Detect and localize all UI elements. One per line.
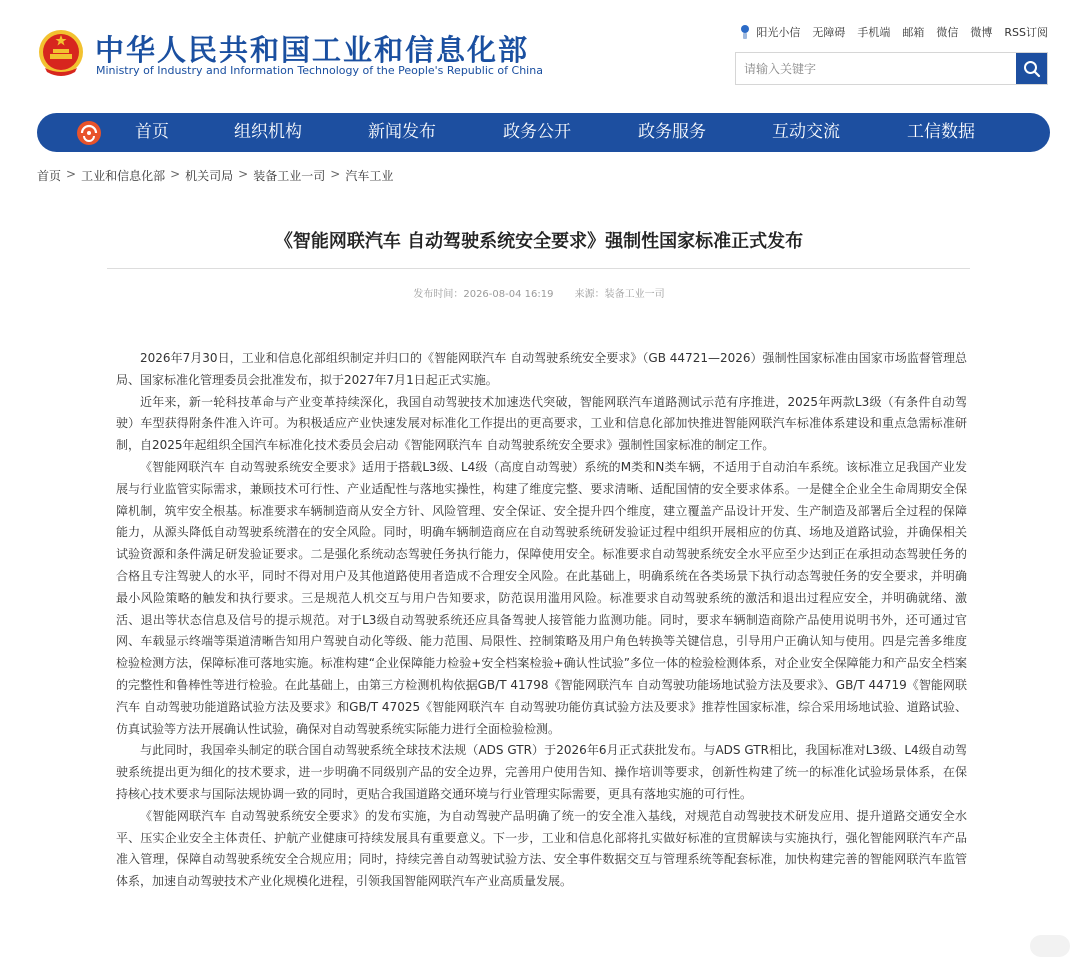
nav-logo-icon	[76, 120, 102, 146]
article-paragraph: 近年来，新一轮科技革命与产业变革持续深化，我国自动驾驶技术加速迭代突破，智能网联汽车道路测试示范有序推进，2025年两款L3级（有条件自动驾驶）车型获得附条件准入许可。为积极适应产业快速发展对标准化工作提出的更高要求，工业和信息化部加快推进智能网联汽车标准体系建设和重点急需标准研制，自2025年起组织全国汽车标准化技术委员会启动《智能网联汽车 自动驾驶系统安全要求》强制性国家标准的制定工作。	[116, 394, 967, 453]
sunshine-icon	[738, 24, 752, 40]
article-meta	[0, 285, 1078, 300]
nav-news[interactable]: 新闻发布	[368, 122, 436, 142]
toplink-mobile[interactable]: 手机端	[857, 26, 891, 39]
site-title[interactable]: 中华人民共和国工业和信息化部	[95, 33, 530, 67]
breadcrumb-separator: >	[330, 167, 341, 181]
breadcrumb-equipment-dept[interactable]: 装备工业一司	[253, 169, 326, 183]
site-header	[0, 0, 1078, 110]
breadcrumb-separator: >	[66, 167, 77, 181]
national-emblem-icon	[37, 28, 85, 78]
breadcrumb-miit[interactable]: 工业和信息化部	[81, 169, 166, 183]
search-button[interactable]	[1016, 53, 1047, 84]
breadcrumb-separator: >	[170, 167, 181, 181]
nav-organization[interactable]: 组织机构	[234, 122, 302, 142]
toplink-accessibility[interactable]: 无障碍	[812, 26, 846, 39]
article-paragraph: 《智能网联汽车 自动驾驶系统安全要求》适用于搭载L3级、L4级（高度自动驾驶）系统的M类和N类车辆，不适用于自动泊车系统。该标准立足我国产业发展与行业监管实际需求，兼顾技术可行性、产业适配性与落地实操性，构建了维度完整、要求清晰、适配国情的安全要求体系。一是健全企业全生命周期安全保障机制，筑牢安全根基。标准要求车辆制造商从安全方针、风险管理、安全保证、安全提升四个维度，建立覆盖产品设计开发、生产制造及部署后全过程的保障能力，从源头降低自动驾驶系统潜在的安全风险。同时，明确车辆制造商应在自动驾驶系统研发验证过程中组织开展相应的仿真、场地及道路试验，并确保相关试验资源和条件满足研发验证要求。二是强化系统动态驾驶任务执行能力，保障使用安全。标准要求自动驾驶系统安全水平应至少达到正在承担动态驾驶任务的合格且专注驾驶人的水平，同时不得对用户及其他道路使用者造成不合理安全风险。在此基础上，明确系统在各类场景下执行动态驾驶任务的安全要求，并明确最小风险策略的触发和执行要求。三是规范人机交互与用户告知要求，防范误用滥用风险。标准要求自动驾驶系统的激活和退出过程应安全，并明确就绪、激活、退出等状态信息及信号的提示规范。对于L3级自动驾驶系统还应具备驾驶人接管能力监测功能。同时，要求车辆制造商除产品使用说明书外，还可通过官网、车载显示终端等渠道清晰告知用户驾驶自动化等级、能力范围、局限性、控制策略及用户角色转换等关键信息，引导用户正确认知与使用。四是完善多维度检验检测方法，保障标准可落地实施。标准构建“企业保障能力检验+安全档案检验+确认性试验”多位一体的检验检测体系，对企业安全保障能力和产品安全档案的完整性和鲁棒性等进行检验。在此基础上，由第三方检测机构依据GB/T 41798《智能网联汽车 自动驾驶功能场地试验方法及要求》、GB/T 44719《智能网联汽车 自动驾驶功能道路试验方法及要求》和GB/T 47025《智能网联汽车 自动驾驶功能仿真试验方法及要求》推荐性国家标准，综合采用场地试验、道路试验、仿真试验等方法开展确认性试验，确保对自动驾驶系统实际能力进行全面检验检测。	[116, 459, 967, 736]
nav-home[interactable]: 首页	[135, 122, 169, 142]
toplink-mail[interactable]: 邮箱	[902, 26, 925, 39]
nav-data[interactable]: 工信数据	[907, 122, 975, 142]
search-box	[735, 52, 1048, 85]
nav-government-affairs[interactable]: 政务公开	[503, 122, 571, 142]
article-body	[116, 348, 967, 893]
toplink-label: 阳光小信	[756, 26, 801, 39]
toplink-wechat[interactable]: 微信	[936, 26, 959, 39]
article-title: 《智能网联汽车 自动驾驶系统安全要求》强制性国家标准正式发布	[274, 231, 804, 252]
toplink-sunshine[interactable]	[738, 24, 800, 40]
search-input[interactable]	[736, 53, 1017, 84]
search-icon	[1023, 60, 1041, 78]
article-paragraph: 2026年7月30日，工业和信息化部组织制定并归口的《智能网联汽车 自动驾驶系统安全要求》（GB 44721—2026）强制性国家标准由国家市场监督管理总局、国家标准化管理委员会批准发布，拟于2027年7月1日起正式实施。	[116, 351, 967, 387]
nav-services[interactable]: 政务服务	[638, 122, 706, 142]
toplink-weibo[interactable]: 微博	[970, 26, 993, 39]
site-subtitle: Ministry of Industry and Information Technology of the People's Republic of China	[96, 64, 543, 77]
title-divider	[107, 268, 970, 269]
article-paragraph: 与此同时，我国牵头制定的联合国自动驾驶系统全球技术法规（ADS GTR）于2026年6月正式获批发布。与ADS GTR相比，我国标准对L3级、L4级自动驾驶系统提出更为细化的技术要求，进一步明确不同级别产品的安全边界，完善用户使用告知、操作培训等要求，创新性构建了统一的标准化试验场景体系，在保持核心技术要求与国际法规协调一致的同时，更贴合我国道路交通环境与行业管理实际需要，更具有落地实施的可行性。	[116, 743, 967, 801]
breadcrumb-departments[interactable]: 机关司局	[185, 169, 234, 183]
publish-time: 发布时间：2026-08-04 16:19	[413, 289, 554, 300]
top-links	[738, 24, 1048, 40]
breadcrumb	[37, 167, 393, 184]
breadcrumb-home[interactable]: 首页	[37, 169, 62, 183]
article-paragraph: 《智能网联汽车 自动驾驶系统安全要求》的发布实施，为自动驾驶产品明确了统一的安全准入基线，对规范自动驾驶技术研发应用、提升道路交通安全水平、压实企业安全主体责任、护航产业健康可持续发展具有重要意义。下一步，工业和信息化部将扎实做好标准的宣贯解读与实施执行，强化智能网联汽车产品准入管理，保障自动驾驶系统安全合规应用；同时，持续完善自动驾驶试验方法、安全事件数据交互与管理系统等配套标准，加快构建完善的智能网联汽车监管体系，加速自动驾驶技术产业化规模化进程，引领我国智能网联汽车产业高质量发展。	[116, 808, 967, 889]
toplink-rss[interactable]: RSS订阅	[1004, 26, 1048, 39]
breadcrumb-auto-industry[interactable]: 汽车工业	[345, 169, 394, 183]
breadcrumb-separator: >	[238, 167, 249, 181]
nav-interaction[interactable]: 互动交流	[772, 122, 840, 142]
article-source: 来源：装备工业一司	[574, 289, 665, 300]
scroll-indicator[interactable]	[1030, 935, 1070, 957]
main-nav	[37, 113, 1050, 152]
